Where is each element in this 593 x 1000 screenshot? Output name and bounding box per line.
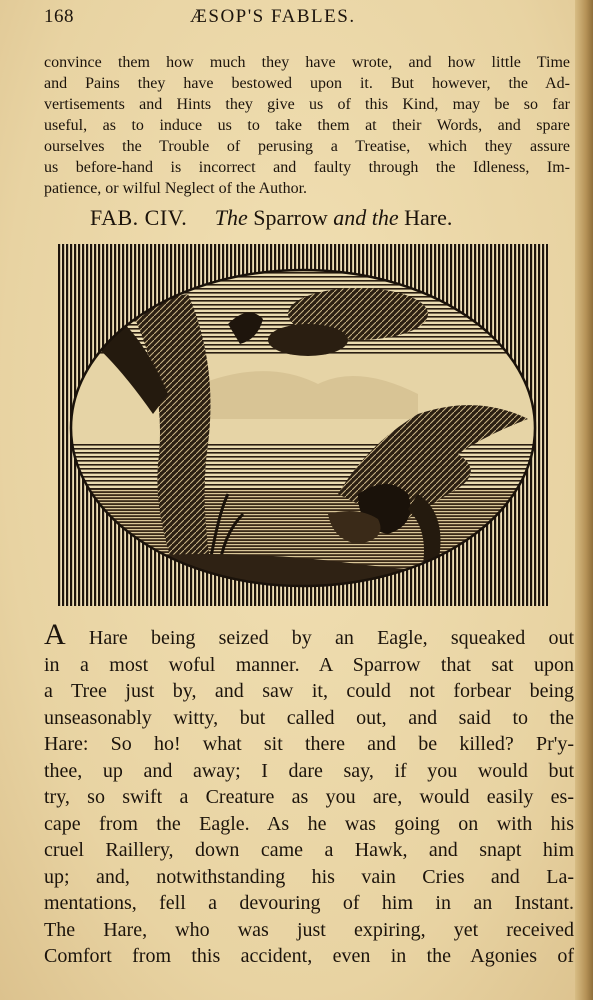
fable-number: FAB. CIV.	[90, 205, 188, 230]
text-line: Hare: So ho! what sit there and be killed? Pr'y-	[44, 733, 574, 755]
preceding-paragraph	[44, 52, 570, 199]
page-edge	[575, 0, 593, 1000]
fable-title-part: Sparrow	[253, 205, 328, 230]
text-line: a Tree just by, and saw it, could not forbear being	[44, 680, 574, 702]
fable-text	[44, 618, 575, 970]
text-line: patience, or wilful Neglect of the Author.	[44, 180, 308, 197]
page-number: 168	[44, 6, 74, 27]
text-line: in a most woful manner. A Sparrow that sat upon	[44, 653, 574, 676]
text-line: convince them how much they have wrote, and how little Time	[44, 54, 570, 71]
fable-title-part: and the	[333, 205, 399, 230]
fable-title-part: Hare.	[404, 205, 453, 230]
text-line: unseasonably witty, but called out, and said to the	[44, 706, 574, 729]
text-line: Comfort from this accident, even in the Agonies of	[44, 945, 574, 967]
woodcut-illustration	[58, 244, 548, 606]
text-line: A Hare being seized by an Eagle, squeaked out	[44, 618, 575, 651]
drop-cap: A	[44, 618, 66, 651]
text-line: vertisements and Hints they give us of this Kind, may be so far	[44, 96, 570, 113]
running-title: ÆSOP'S FABLES.	[190, 6, 356, 27]
text-line: us before-hand is incorrect and faulty through the Idleness, Im-	[44, 159, 570, 176]
text-line: try, so swift a Creature as you are, would easily es-	[44, 786, 574, 808]
text-line: mentations, fell a devouring of him in an Instant.	[44, 892, 574, 914]
text-line: cruel Raillery, down came a Hawk, and snapt him	[44, 839, 574, 861]
text-line: cape from the Eagle. As he was going on with his	[44, 812, 574, 835]
text-line: The Hare, who was just expiring, yet received	[44, 918, 574, 941]
fable-title-part: The	[214, 205, 248, 230]
text-line: thee, up and away; I dare say, if you would but	[44, 759, 574, 782]
text-line: and Pains they have bestowed upon it. But however, the Ad-	[44, 75, 570, 92]
text-line: ourselves the Trouble of perusing a Treatise, which they assure	[44, 138, 570, 155]
text-line: up; and, notwithstanding his vain Cries and La-	[44, 865, 574, 888]
text-line: useful, as to induce us to take them at their Words, and spare	[44, 117, 570, 134]
fable-heading	[90, 205, 540, 231]
